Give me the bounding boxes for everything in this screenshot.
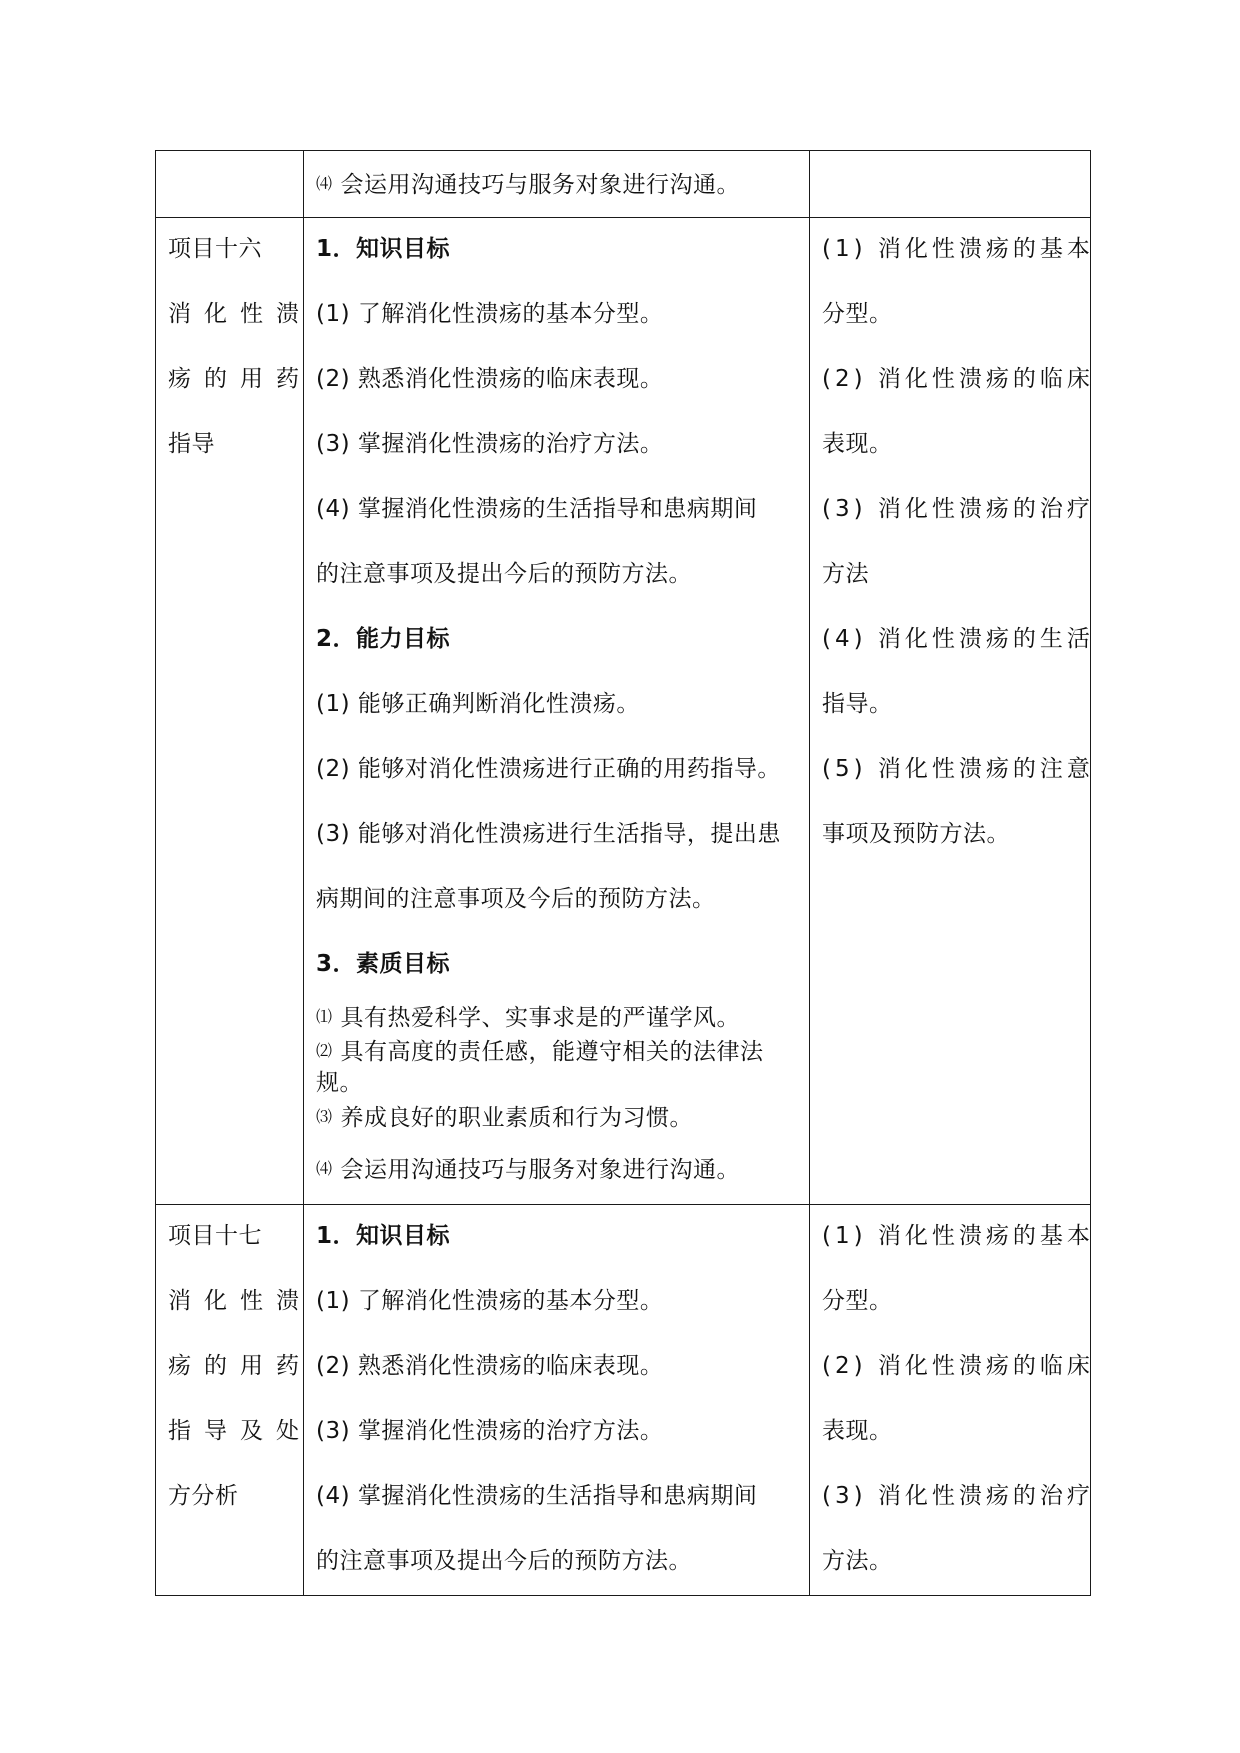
content-line: (2) 消化性溃疡的临床 [822, 1353, 1094, 1379]
section-heading: 1．知识目标 [316, 1223, 451, 1249]
content-line: 表现。 [822, 431, 893, 457]
section-heading: 3．素质目标 [316, 951, 451, 977]
objective-line: (1) 了解消化性溃疡的基本分型。 [316, 1288, 664, 1314]
objective-line: (3) 掌握消化性溃疡的治疗方法。 [316, 1418, 664, 1444]
objective-line: (2) 熟悉消化性溃疡的临床表现。 [316, 366, 664, 392]
content-line: 事项及预防方法。 [822, 821, 1010, 847]
objective-line: (4) 掌握消化性溃疡的生活指导和患病期间 [316, 496, 758, 522]
objective-line: ⑷ 会运用沟通技巧与服务对象进行沟通。 [316, 1157, 741, 1183]
section-heading: 2．能力目标 [316, 626, 451, 652]
project-name-line: 指导 [168, 431, 215, 457]
table-row [156, 151, 1091, 218]
content-line: (3) 消化性溃疡的治疗 [822, 496, 1094, 522]
section-heading: 1．知识目标 [316, 236, 451, 262]
project-title: 项目十七 [168, 1223, 262, 1249]
objective-line: (1) 了解消化性溃疡的基本分型。 [316, 301, 664, 327]
objective-line: (1) 能够正确判断消化性溃疡。 [316, 691, 640, 717]
content-line: 表现。 [822, 1418, 893, 1444]
project-cell [156, 151, 304, 218]
table-row [156, 218, 1091, 1205]
objective-line: 的注意事项及提出今后的预防方法。 [316, 1548, 692, 1574]
project-name-line: 指导及处 [168, 1418, 312, 1444]
content-cell [810, 1205, 1094, 1596]
content-line: (3) 消化性溃疡的治疗 [822, 1483, 1094, 1509]
project-title: 项目十六 [168, 236, 262, 262]
content-line: (1) 消化性溃疡的基本 [822, 1223, 1094, 1249]
objective-line: (4) 掌握消化性溃疡的生活指导和患病期间 [316, 1483, 758, 1509]
content-cell [810, 218, 1094, 1205]
objectives-cell [304, 151, 810, 218]
content-line: 方法。 [822, 1548, 893, 1574]
project-cell [156, 1205, 312, 1596]
content-line: (1) 消化性溃疡的基本 [822, 236, 1094, 262]
objective-line: ⑷ 会运用沟通技巧与服务对象进行沟通。 [316, 172, 741, 198]
objective-line: ⑶ 养成良好的职业素质和行为习惯。 [316, 1105, 694, 1131]
objective-line: 的注意事项及提出今后的预防方法。 [316, 561, 692, 587]
objective-line: (3) 能够对消化性溃疡进行生活指导，提出患 [316, 821, 781, 847]
objective-line: (2) 能够对消化性溃疡进行正确的用药指导。 [316, 756, 781, 782]
content-line: (4) 消化性溃疡的生活 [822, 626, 1094, 652]
content-line: 方法 [822, 561, 869, 587]
content-line: 指导。 [822, 691, 893, 717]
content-line: 分型。 [822, 301, 893, 327]
objectives-cell [304, 218, 810, 1205]
project-name-line: 消化性溃 [168, 301, 312, 327]
project-name-line: 方分析 [168, 1483, 239, 1509]
content-line: (5) 消化性溃疡的注意 [822, 756, 1094, 782]
content-cell [810, 151, 1091, 218]
curriculum-table [155, 150, 1094, 1596]
project-cell [156, 218, 312, 1205]
content-line: 分型。 [822, 1288, 893, 1314]
objective-line: (2) 熟悉消化性溃疡的临床表现。 [316, 1353, 664, 1379]
project-name-line: 疡的用药 [168, 366, 312, 392]
objective-line: 规。 [316, 1070, 363, 1096]
table-row [156, 1205, 1091, 1596]
objective-line: (3) 掌握消化性溃疡的治疗方法。 [316, 431, 664, 457]
objective-line: 病期间的注意事项及今后的预防方法。 [316, 886, 716, 912]
objective-line: ⑴ 具有热爱科学、实事求是的严谨学风。 [316, 1005, 741, 1031]
objective-line: ⑵ 具有高度的责任感，能遵守相关的法律法 [316, 1039, 764, 1065]
content-line: (2) 消化性溃疡的临床 [822, 366, 1094, 392]
project-name-line: 消化性溃 [168, 1288, 312, 1314]
objectives-cell [304, 1205, 810, 1596]
project-name-line: 疡的用药 [168, 1353, 312, 1379]
